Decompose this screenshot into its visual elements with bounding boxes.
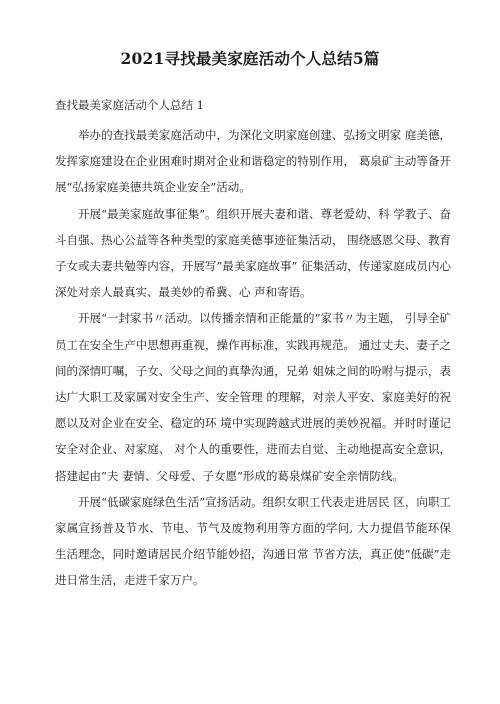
section-heading: 查找最美家庭活动个人总结 1	[55, 98, 204, 112]
paragraph-3: 开展“一封家书〃活动。以传播亲情和正能量的”家书〃为主题， 引导全矿员工在安全生产中思想再重视，操作再标准，实践再规范。 通过丈夫、妻子之间的深情叮嘱，子女、父母之间的真挚沟通，兄弟 姐妹之间的吩咐与提示，表达广大职工及家属对安全生产、安全管理 的理解，对亲人平安、家庭美好的祝愿以及对企业在安全、稳定的环 境中实现跨越式进展的美妙祝福。并时时谨记安全对企业、对家庭、 对个人的重要性，进而去自觉、主动地提高安全意识，搭建起由“夫 妻情、父母爱、子女愿”形成的葛泉煤矿安全亲情防线。	[55, 311, 451, 483]
paragraph-2: 开展“最美家庭故事征集”。组织开展夫妻和谐、尊老爱幼、科 学教子、奋斗自强、热心公益等各种类型的家庭美德事迹征集活动， 围绕感恩父母、教育子女或夫妻共勉等内容，开展写”最美家庭故事” 征集活动，传递家庭成员内心深处对亲人最真实、最美妙的希冀、心 声和寄语。	[55, 206, 451, 300]
document-title: 2021寻找最美家庭活动个人总结5篇	[120, 49, 380, 68]
document-body	[55, 122, 451, 594]
paragraph-4: 开展“低碳家庭绿色生活”宣扬活动。组织女职工代表走进居民 区，向职工家属宣扬普及节水、节电、节气及废物利用等方面的学问, 大力提倡节能环保生活理念，同时邀请居民介绍节能妙招，沟通日常 节省方法，真正使“低碳”走进日常生活，走进千家万户。	[55, 494, 451, 588]
paragraph-1: 举办的查找最美家庭活动中，为深化文明家庭创建、弘扬文明家 庭美德，发挥家庭建设在企业困难时期对企业和谐稳定的特别作用， 葛泉矿主动等备开展“弘扬家庭美德共筑企业安全”活动。	[55, 128, 451, 195]
